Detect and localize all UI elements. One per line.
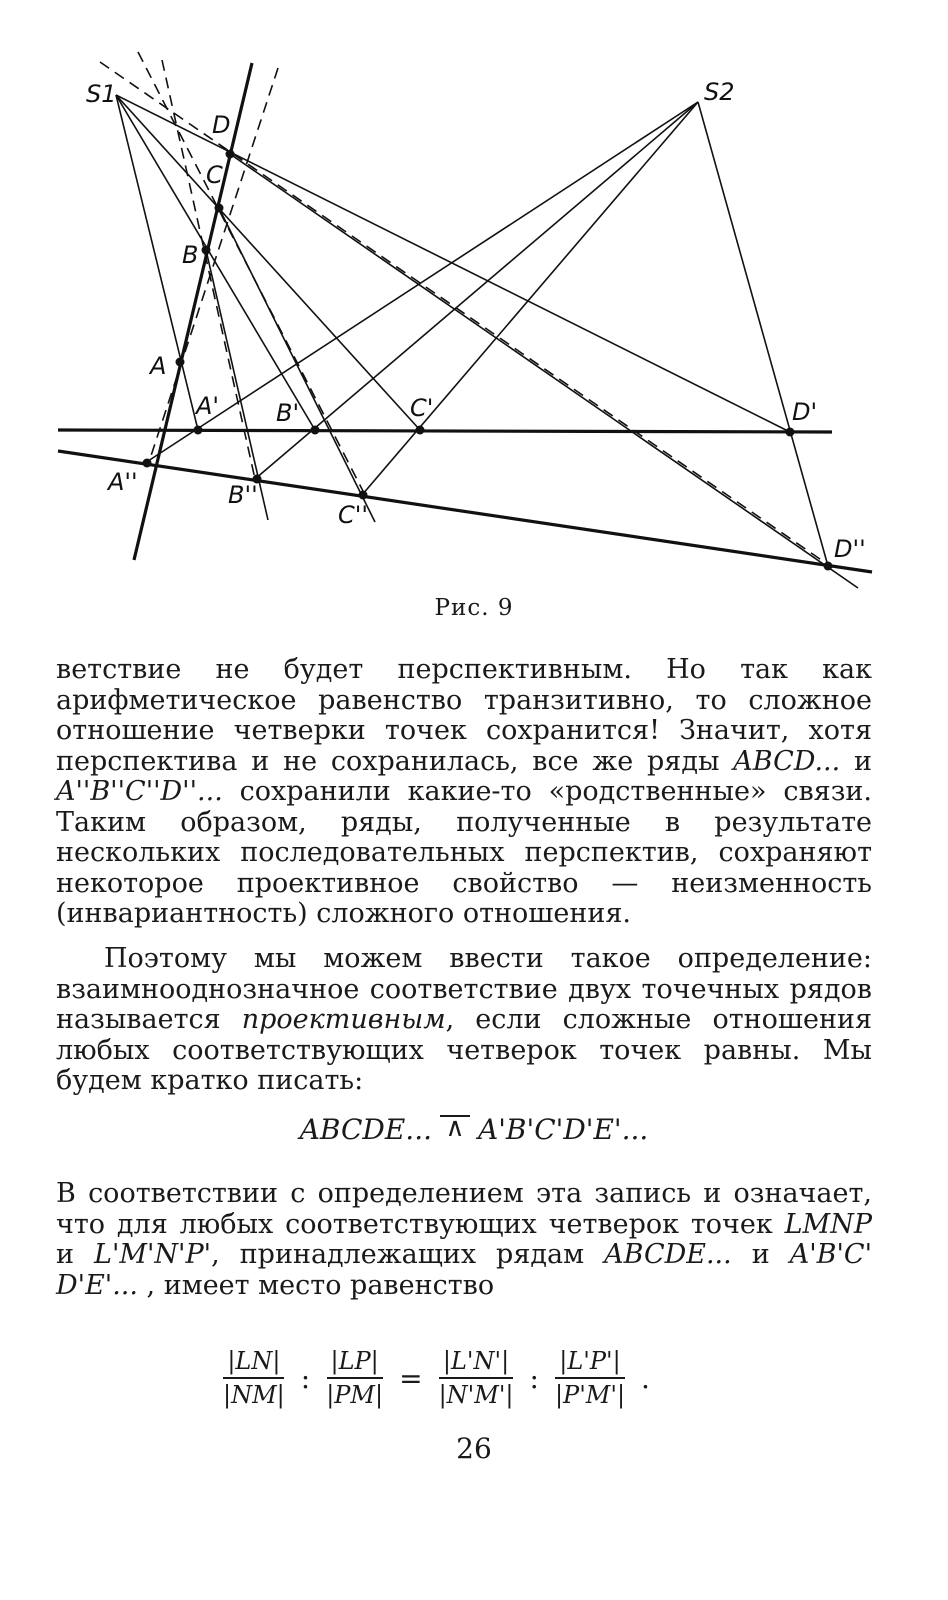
line-s2-b-double: [255, 102, 698, 479]
row-a-prime: [58, 430, 832, 432]
para1-text-1: ветствие не будет перспективным. Но так как арифметическое равенство транзитивно, то сложное отношение четверки точек сохранится! Значит, хотя перспектива и не сохранилась, все же ряды: [56, 654, 872, 777]
dashed-line-1: [100, 62, 830, 566]
paragraph-3: [56, 1179, 872, 1301]
formula1-right: A'B'C'D'E'...: [478, 1113, 649, 1146]
point-a: [176, 358, 185, 367]
point-b: [202, 246, 211, 255]
frac2-numerator: |LP|: [327, 1345, 383, 1379]
perspective-figure: [0, 0, 948, 600]
label-a-prime: A': [196, 392, 220, 420]
para3-math-4: A'B'C' D'E'...: [56, 1239, 872, 1301]
para3-math-3: ABCDE...: [604, 1239, 732, 1270]
equals-sign: =: [399, 1361, 423, 1395]
line-s2-d-double: [698, 102, 828, 566]
label-a: A: [150, 352, 167, 380]
para3-text-3: , принадлежащих рядам: [211, 1239, 605, 1270]
frac4-numerator: |L'P'|: [555, 1345, 624, 1379]
formula1-left: ABCDE...: [299, 1113, 433, 1146]
line-c-c-double: [219, 208, 375, 522]
fraction-l1n1-n1m1: [435, 1345, 518, 1411]
para2-text-2: , если сложные отношения любых соответствующих четверок точек равны. Мы будем кратко писать:: [56, 1004, 872, 1096]
label-b-prime: B': [276, 399, 300, 427]
label-d-prime: D': [792, 398, 818, 426]
fraction-ln-nm: [219, 1345, 289, 1411]
figure-caption: Рис. 9: [434, 595, 514, 621]
label-c-prime: C': [410, 394, 434, 422]
frac3-denominator: |N'M'|: [438, 1381, 514, 1409]
page-number: 26: [456, 1432, 492, 1465]
paragraph-1: [56, 655, 872, 930]
para2-term: проективным: [241, 1004, 446, 1035]
point-a-double: [143, 459, 152, 468]
equation-period: .: [641, 1361, 650, 1395]
para3-text-2: и: [56, 1239, 95, 1270]
para3-math-2: L'M'N'P': [94, 1239, 212, 1270]
point-d-prime: [786, 428, 795, 437]
label-d-double: D'': [834, 535, 866, 563]
paragraph-2: [56, 944, 872, 1097]
label-a-double: A'': [108, 468, 138, 496]
label-d: D: [212, 111, 231, 139]
row-a-double: [58, 451, 872, 572]
cross-ratio-equation: [215, 1345, 658, 1411]
label-c: C: [206, 161, 223, 189]
label-b-double: B'': [228, 481, 258, 509]
point-c-double: [359, 491, 368, 500]
label-s1: S1: [86, 80, 117, 108]
ratio-sign-1: :: [300, 1361, 311, 1395]
para2-text-1: Поэтому мы можем ввести такое определение: взаимнооднозначное соответствие двух точечных рядов называется: [56, 943, 872, 1035]
para1-math-2: A''B''C''D''...: [56, 776, 223, 807]
point-b-prime: [311, 426, 320, 435]
projective-symbol: [436, 1113, 474, 1141]
frac4-denominator: |P'M'|: [554, 1381, 626, 1409]
label-s2: S2: [704, 78, 735, 106]
frac1-denominator: |NM|: [223, 1381, 285, 1409]
point-d-double: [824, 562, 833, 571]
para1-text-2: и: [840, 745, 873, 777]
projective-notation: [0, 1113, 948, 1146]
fraction-lp-pm: [322, 1345, 387, 1411]
line-s2-c-double: [362, 102, 698, 495]
point-c-prime: [416, 426, 425, 435]
label-b: B: [182, 241, 199, 269]
para1-text-3: сохранили какие-то «родственные» связи. Таким образом, ряды, полученные в результате нескольких последовательных перспектив, сохраняют некоторое проективное свойство — неизменность (инвариантность) сложного отношения.: [56, 776, 872, 929]
point-a-prime: [194, 426, 203, 435]
point-d: [226, 150, 235, 159]
frac3-numerator: |L'N'|: [439, 1345, 513, 1379]
point-c: [215, 204, 224, 213]
line-s1-d-prime: [116, 95, 790, 432]
label-c-double: C'': [338, 501, 368, 529]
frac1-numerator: |LN|: [223, 1345, 284, 1379]
frac2-denominator: |PM|: [326, 1381, 384, 1409]
fraction-l1p1-p1m1: [551, 1345, 629, 1411]
para3-text-4: и: [731, 1239, 790, 1270]
ratio-sign-2: :: [529, 1361, 539, 1395]
para3-math-1: LMNP: [784, 1208, 872, 1240]
para1-math-1: ABCD...: [733, 745, 841, 777]
para3-text-1: В соответствии с определением эта запись и означает, что для любых соответствующих четверок точек: [56, 1178, 872, 1240]
para3-text-5: , имеет место равенство: [137, 1269, 495, 1301]
